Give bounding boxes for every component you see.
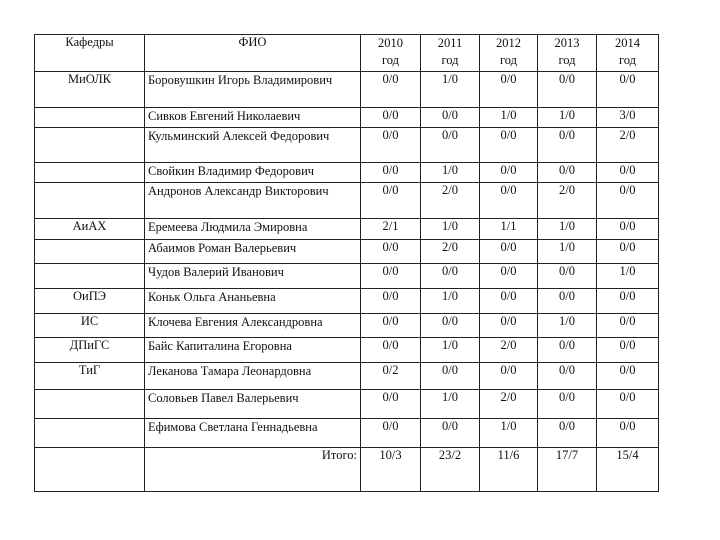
table-row <box>35 419 659 448</box>
header-year-number: 2011 <box>437 36 463 50</box>
fio-cell: Боровушкин Игорь Владимирович <box>145 72 361 108</box>
dept-cell: МиОЛК <box>35 72 145 108</box>
totals-label: Итого: <box>145 448 361 492</box>
value-cell: 0/0 <box>480 72 538 108</box>
value-cell: 0/0 <box>480 314 538 338</box>
dept-cell: ИС <box>35 314 145 338</box>
value-cell: 2/0 <box>421 183 480 219</box>
header-fio: ФИО <box>145 35 361 72</box>
value-cell: 0/0 <box>361 240 421 264</box>
table-row <box>35 128 659 163</box>
fio-cell: Байс Капиталина Егоровна <box>145 338 361 363</box>
value-cell: 0/0 <box>361 338 421 363</box>
table-row <box>35 289 659 314</box>
header-year-number: 2010 <box>378 36 403 50</box>
value-cell: 0/0 <box>480 183 538 219</box>
value-cell: 0/0 <box>361 108 421 128</box>
table-row <box>35 363 659 390</box>
value-cell: 0/0 <box>480 264 538 289</box>
value-cell: 1/0 <box>480 108 538 128</box>
value-cell: 0/0 <box>597 289 659 314</box>
value-cell: 1/0 <box>538 314 597 338</box>
value-cell: 2/0 <box>480 338 538 363</box>
value-cell: 1/0 <box>538 108 597 128</box>
fio-cell: Кульминский Алексей Федорович <box>145 128 361 163</box>
dept-cell <box>35 390 145 419</box>
value-cell: 0/0 <box>361 264 421 289</box>
value-cell: 0/0 <box>421 128 480 163</box>
dept-cell <box>35 264 145 289</box>
value-cell: 0/0 <box>538 338 597 363</box>
value-cell: 1/0 <box>421 390 480 419</box>
value-cell: 0/0 <box>361 163 421 183</box>
fio-cell: Сивков Евгений Николаевич <box>145 108 361 128</box>
header-year-suffix: год <box>441 53 459 67</box>
total-value-cell: 11/6 <box>480 448 538 492</box>
value-cell: 0/0 <box>361 128 421 163</box>
value-cell: 0/0 <box>538 390 597 419</box>
table-row <box>35 240 659 264</box>
fio-cell: Андронов Александр Викторович <box>145 183 361 219</box>
fio-cell: Коньк Ольга Ананьевна <box>145 289 361 314</box>
total-value-cell: 17/7 <box>538 448 597 492</box>
table-row <box>35 338 659 363</box>
header-year-2013 <box>538 35 597 72</box>
header-year-number: 2014 <box>615 36 640 50</box>
value-cell: 0/0 <box>597 183 659 219</box>
header-year-suffix: год <box>499 53 518 67</box>
value-cell: 0/0 <box>538 72 597 108</box>
value-cell: 0/0 <box>480 163 538 183</box>
header-year-2012 <box>480 35 538 72</box>
value-cell: 2/0 <box>538 183 597 219</box>
value-cell: 0/0 <box>480 363 538 390</box>
value-cell: 1/0 <box>480 419 538 448</box>
value-cell: 0/0 <box>361 72 421 108</box>
header-year-2011 <box>421 35 480 72</box>
fio-cell: Свойкин Владимир Федорович <box>145 163 361 183</box>
header-year-2014 <box>597 35 659 72</box>
table-row <box>35 390 659 419</box>
value-cell: 0/0 <box>480 240 538 264</box>
fio-cell: Чудов Валерий Иванович <box>145 264 361 289</box>
table-row <box>35 183 659 219</box>
value-cell: 1/0 <box>597 264 659 289</box>
header-row <box>35 35 659 72</box>
table-row <box>35 264 659 289</box>
value-cell: 1/0 <box>538 219 597 240</box>
dept-cell: ДПиГС <box>35 338 145 363</box>
value-cell: 1/0 <box>421 219 480 240</box>
value-cell: 0/0 <box>421 264 480 289</box>
value-cell: 1/0 <box>421 338 480 363</box>
value-cell: 0/0 <box>538 163 597 183</box>
value-cell: 0/0 <box>538 363 597 390</box>
table-row <box>35 219 659 240</box>
value-cell: 0/0 <box>361 314 421 338</box>
total-value-cell: 23/2 <box>421 448 480 492</box>
value-cell: 0/0 <box>480 128 538 163</box>
fio-cell: Абаимов Роман Валерьевич <box>145 240 361 264</box>
value-cell: 2/0 <box>597 128 659 163</box>
value-cell: 3/0 <box>597 108 659 128</box>
value-cell: 0/0 <box>421 419 480 448</box>
header-year-number: 2013 <box>554 36 580 50</box>
dept-cell: ОиПЭ <box>35 289 145 314</box>
fio-cell: Еремеева Людмила Эмировна <box>145 219 361 240</box>
value-cell: 0/0 <box>361 183 421 219</box>
totals-row <box>35 448 659 492</box>
header-year-suffix: год <box>381 53 400 67</box>
value-cell: 0/0 <box>597 72 659 108</box>
value-cell: 0/0 <box>361 289 421 314</box>
value-cell: 0/0 <box>597 314 659 338</box>
header-year-suffix: год <box>558 53 576 67</box>
dept-cell <box>35 183 145 219</box>
value-cell: 2/1 <box>361 219 421 240</box>
value-cell: 0/0 <box>480 289 538 314</box>
value-cell: 0/0 <box>538 289 597 314</box>
value-cell: 0/0 <box>597 363 659 390</box>
value-cell: 0/0 <box>538 264 597 289</box>
dept-cell: ТиГ <box>35 363 145 390</box>
header-year-suffix: год <box>618 53 637 67</box>
table-row <box>35 314 659 338</box>
dept-cell <box>35 163 145 183</box>
header-year-number: 2012 <box>496 36 521 50</box>
table-row <box>35 163 659 183</box>
value-cell: 2/0 <box>421 240 480 264</box>
value-cell: 1/0 <box>538 240 597 264</box>
value-cell: 0/0 <box>597 163 659 183</box>
total-value-cell: 15/4 <box>597 448 659 492</box>
value-cell: 0/0 <box>421 314 480 338</box>
value-cell: 0/0 <box>597 419 659 448</box>
dept-cell: АиАХ <box>35 219 145 240</box>
value-cell: 0/0 <box>361 390 421 419</box>
value-cell: 0/0 <box>538 419 597 448</box>
value-cell: 0/2 <box>361 363 421 390</box>
value-cell: 1/0 <box>421 163 480 183</box>
value-cell: 0/0 <box>597 338 659 363</box>
table-row <box>35 108 659 128</box>
value-cell: 0/0 <box>361 419 421 448</box>
total-value-cell: 10/3 <box>361 448 421 492</box>
value-cell: 2/0 <box>480 390 538 419</box>
fio-cell: Леканова Тамара Леонардовна <box>145 363 361 390</box>
dept-cell <box>35 448 145 492</box>
dept-cell <box>35 128 145 163</box>
value-cell: 0/0 <box>597 390 659 419</box>
value-cell: 0/0 <box>597 240 659 264</box>
value-cell: 0/0 <box>421 363 480 390</box>
value-cell: 1/1 <box>480 219 538 240</box>
value-cell: 0/0 <box>597 219 659 240</box>
dept-cell <box>35 108 145 128</box>
table-row <box>35 72 659 108</box>
fio-cell: Ефимова Светлана Геннадьевна <box>145 419 361 448</box>
header-year-2010 <box>361 35 421 72</box>
fio-cell: Соловьев Павел Валерьевич <box>145 390 361 419</box>
dept-cell <box>35 240 145 264</box>
value-cell: 1/0 <box>421 289 480 314</box>
header-dept: Кафедры <box>35 35 145 72</box>
value-cell: 1/0 <box>421 72 480 108</box>
value-cell: 0/0 <box>538 128 597 163</box>
publications-table <box>34 34 659 492</box>
dept-cell <box>35 419 145 448</box>
fio-cell: Клочева Евгения Александровна <box>145 314 361 338</box>
value-cell: 0/0 <box>421 108 480 128</box>
